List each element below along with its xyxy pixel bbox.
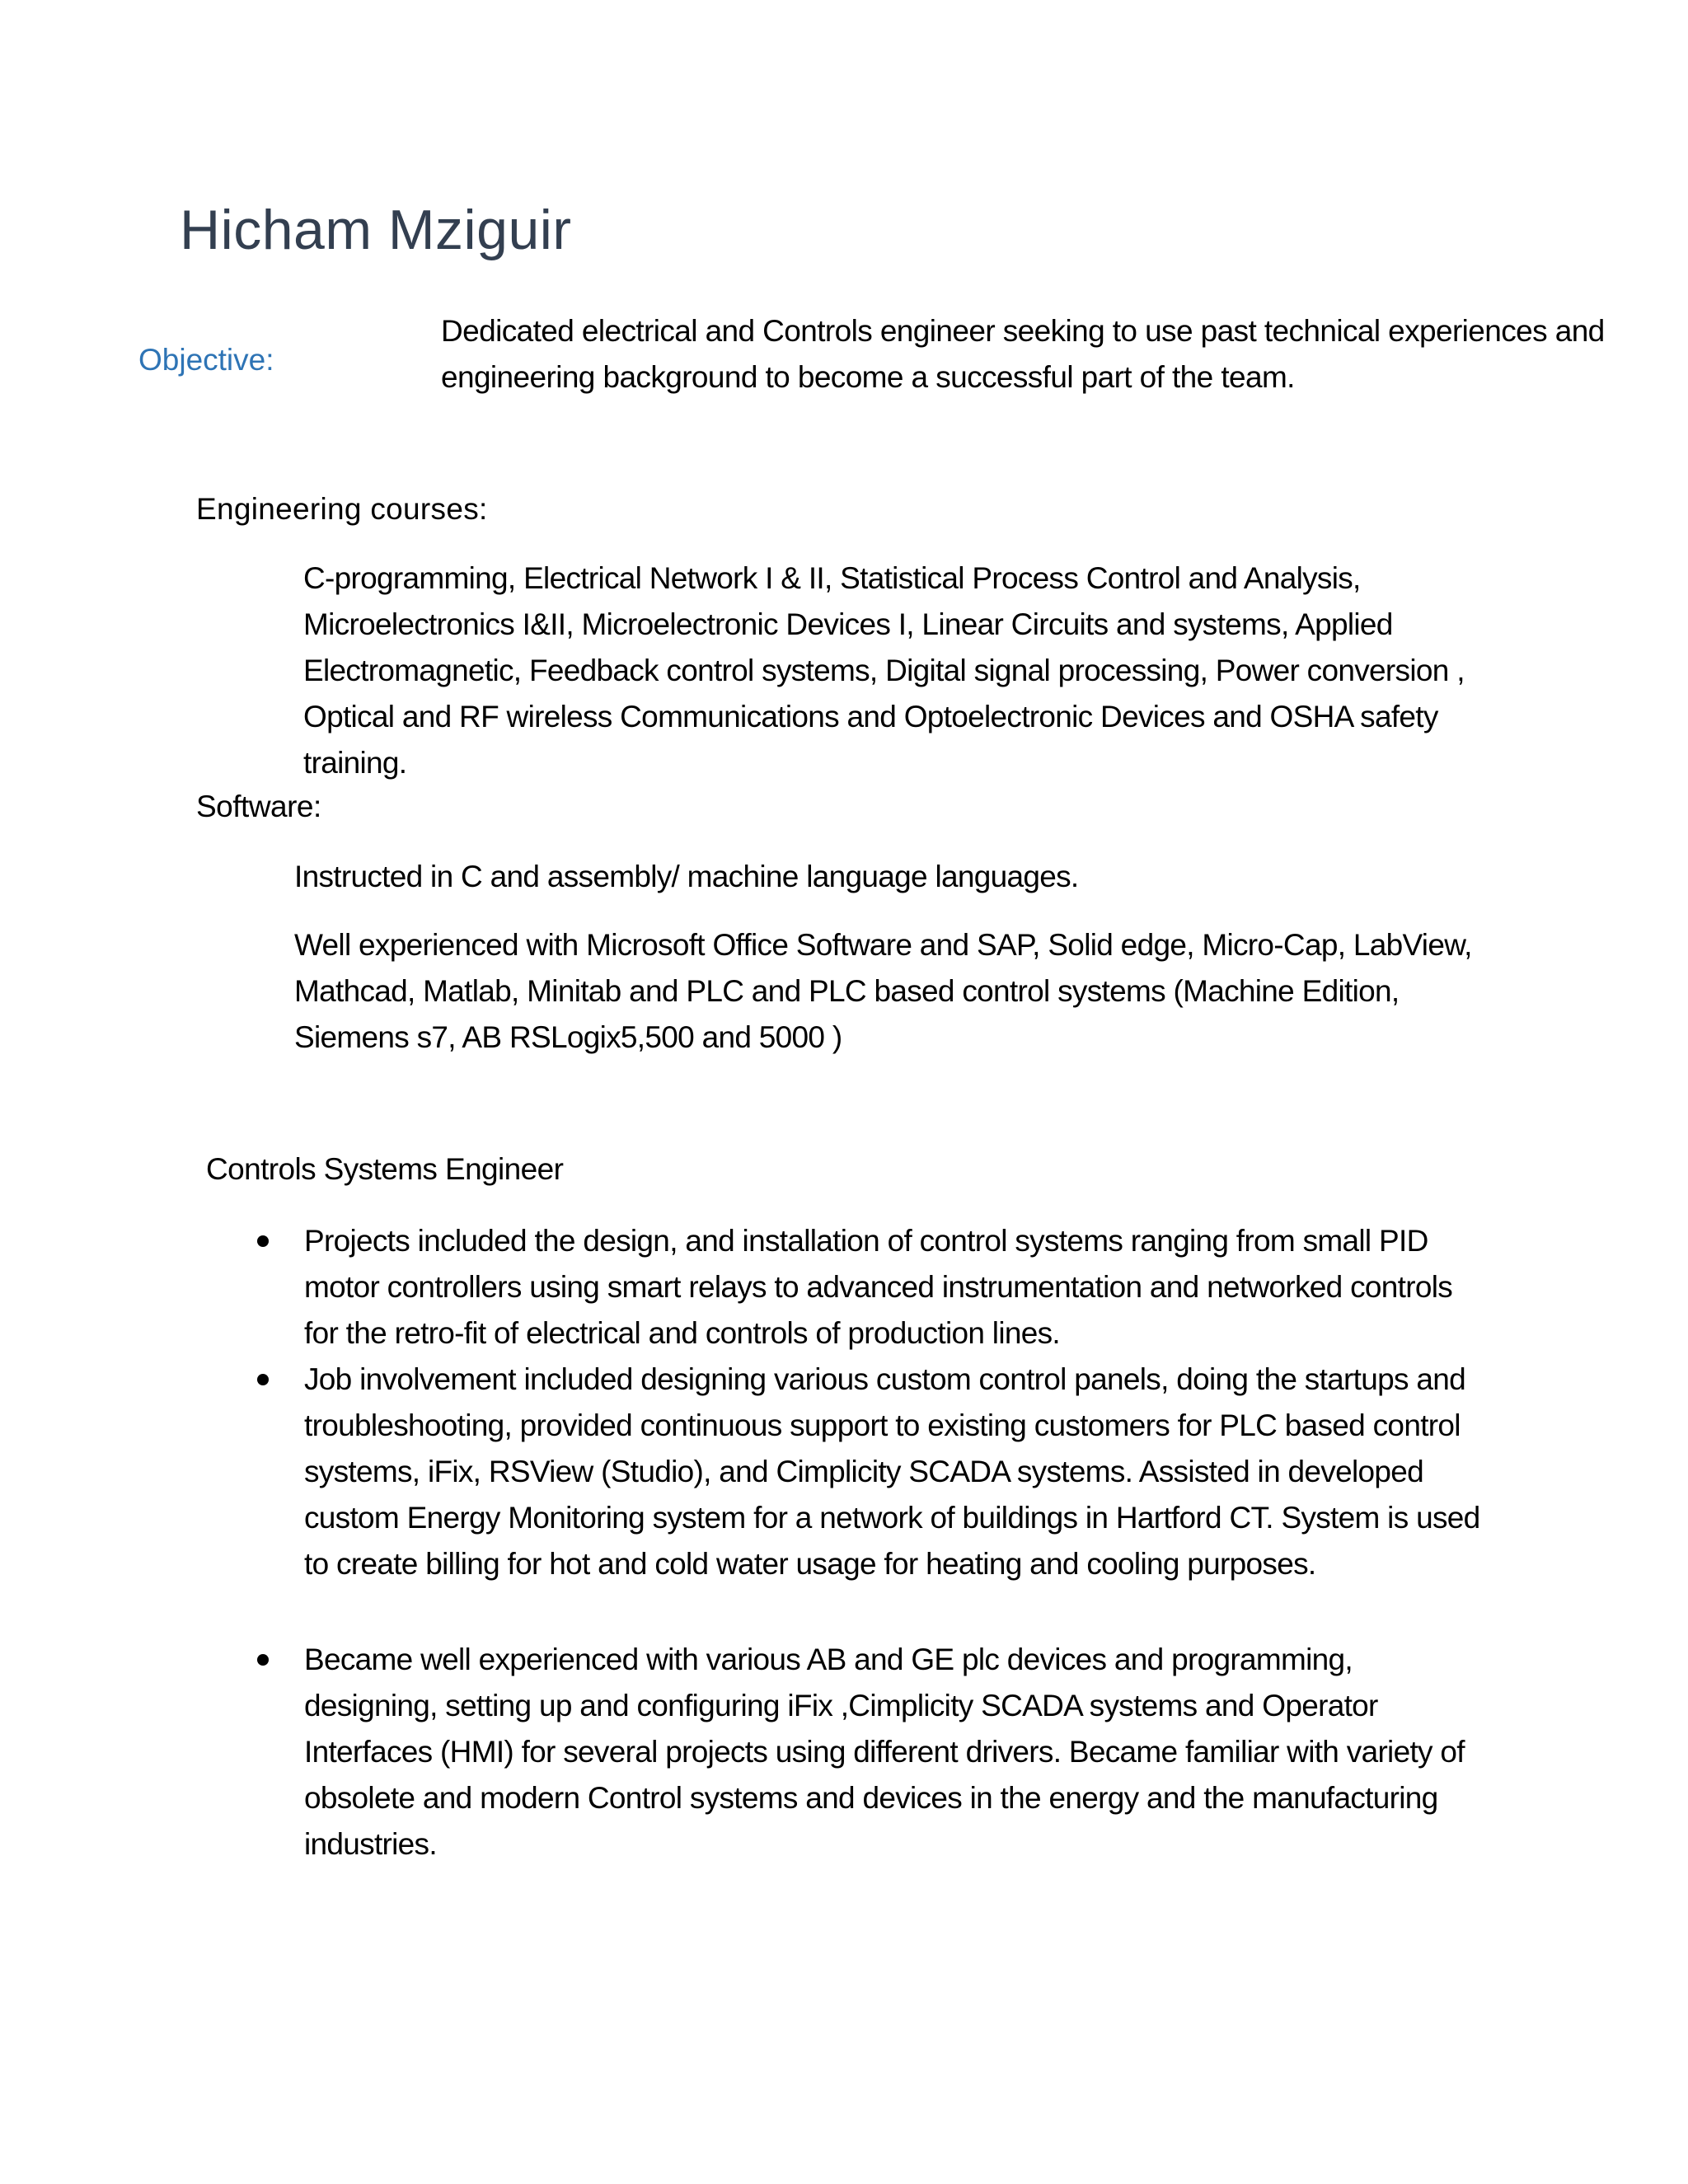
- bullet-text: Job involvement included designing various custom control panels, doing the startups and troubleshooting, provided continuous support to existing customers for PLC based control systems, iFix, RSView (Studio), and Cimplicity SCADA systems. Assisted in developed custom Energy Monitoring system for a network of buildings in Hartford CT. System is used to create billing for hot and cold water usage for heating and cooling purposes.: [304, 1362, 1480, 1581]
- objective-text: Dedicated electrical and Controls engineer seeking to use past technical experiences and engineering background to become a successful part of the team.: [441, 314, 1605, 394]
- bullet-text: Became well experienced with various AB and GE plc devices and programming, designing, setting up and configuring iFix ,Cimplicity SCADA systems and Operator Interfaces (HMI) for several projects using different drivers. Became familiar with variety of obsolete and modern Control systems and devices in the energy and the manufacturing industries.: [304, 1643, 1465, 1861]
- software-line-instructed: Instructed in C and assembly/ machine language languages.: [294, 860, 1079, 893]
- software-heading: Software:: [196, 790, 321, 823]
- courses-heading: Engineering courses:: [196, 492, 488, 526]
- job-title: Controls Systems Engineer: [206, 1152, 564, 1186]
- bullet-dot-icon: [257, 1235, 269, 1247]
- software-line-experienced: Well experienced with Microsoft Office Software and SAP, Solid edge, Micro-Cap, LabView, Mathcad, Matlab, Minitab and PLC and PLC based control systems (Machine Edition, Siemens s7, AB RSLogix5,500 and 5000 ): [294, 928, 1472, 1054]
- courses-text: C-programming, Electrical Network I & II, Statistical Process Control and Analysis, Microelectronics I&II, Microelectronic Devices I, Linear Circuits and systems, Applied Electromagnetic, Feedback control systems, Digital signal processing, Power conversion , Optical and RF wireless Communications and Optoelectronic Devices and OSHA safety training.: [303, 561, 1465, 780]
- bullet-dot-icon: [257, 1374, 269, 1385]
- bullet-dot-icon: [257, 1654, 269, 1666]
- bullet-text: Projects included the design, and installation of control systems ranging from small PID motor controllers using smart relays to advanced instrumentation and networked controls for the retro-fit of electrical and controls of production lines.: [304, 1224, 1453, 1350]
- objective-label: Objective:: [138, 343, 274, 377]
- candidate-name: Hicham Mziguir: [180, 199, 572, 261]
